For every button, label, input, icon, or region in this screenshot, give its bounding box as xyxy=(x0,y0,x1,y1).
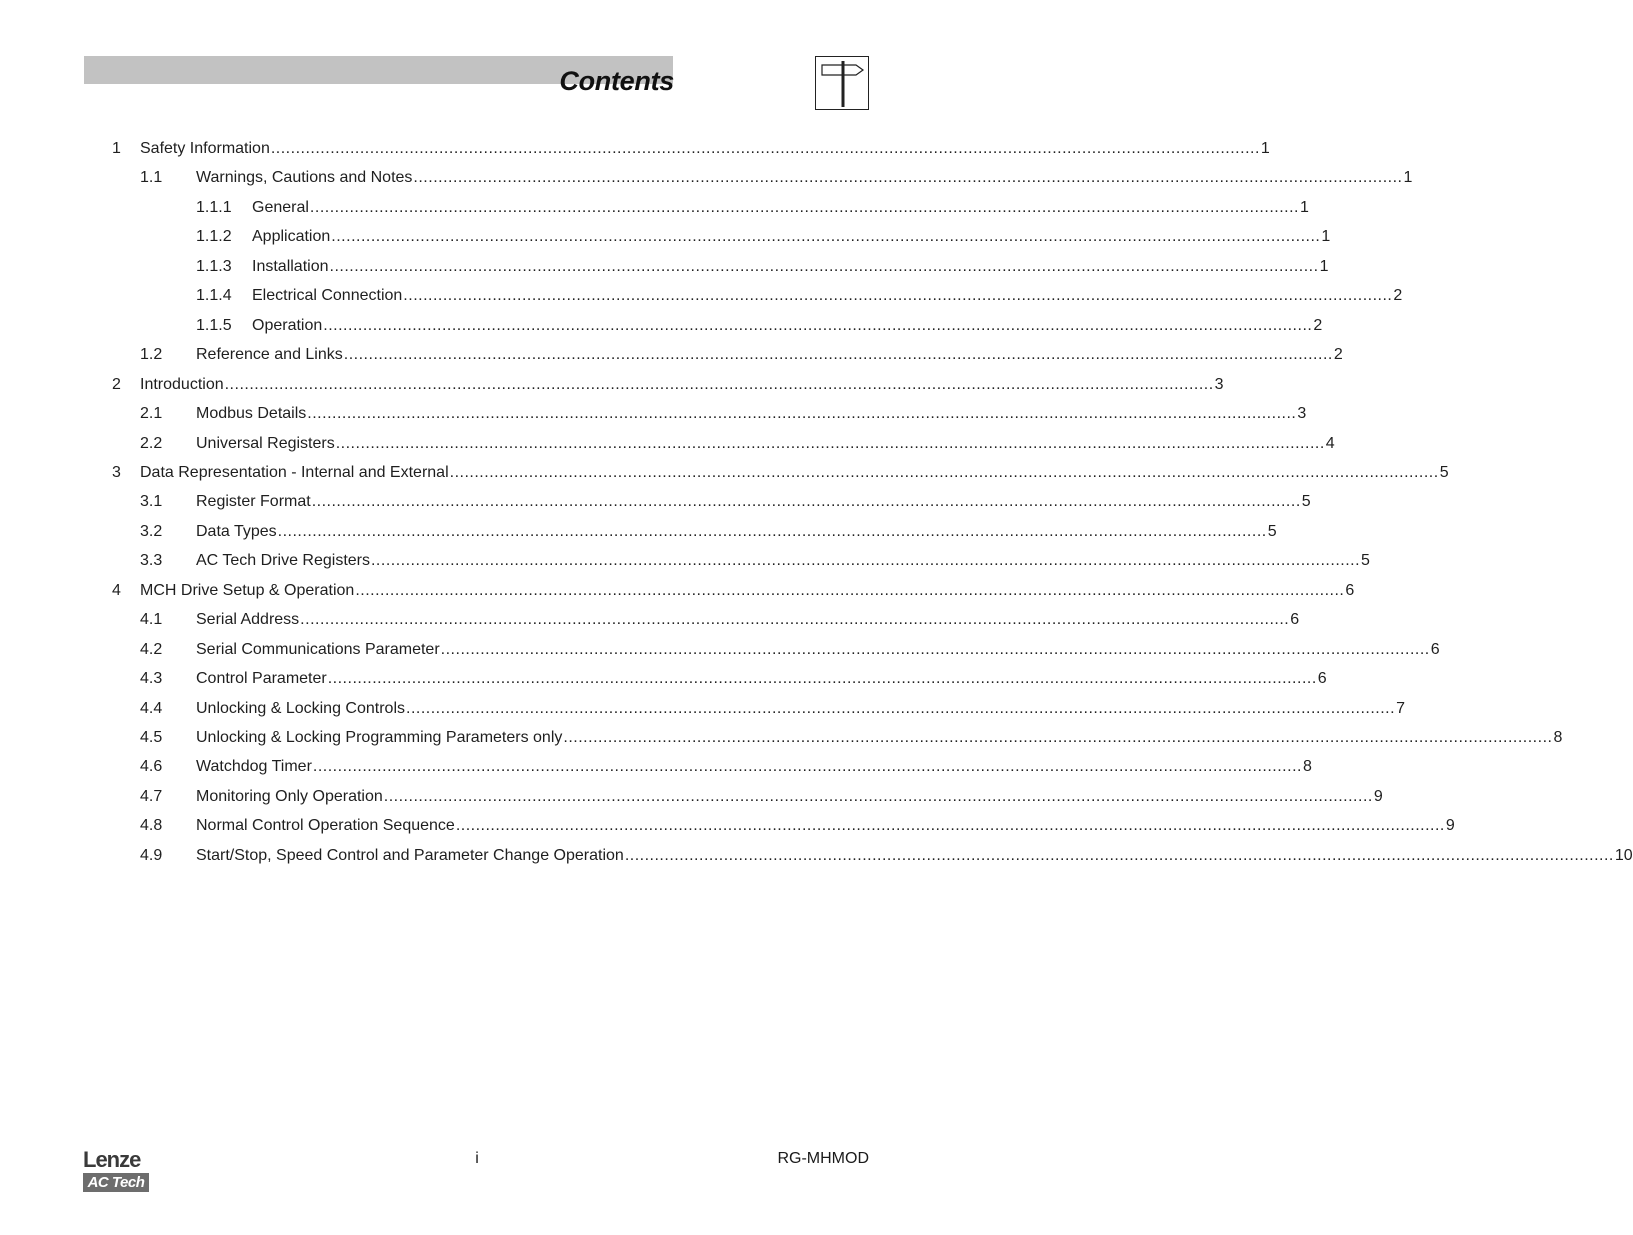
toc-entry-title: Data Representation - Internal and External xyxy=(140,463,449,481)
signpost-icon xyxy=(815,56,869,110)
toc-entry-title: Register Format xyxy=(196,493,311,511)
toc-entry-number: 3.2 xyxy=(140,522,163,540)
toc-entry[interactable] xyxy=(112,458,1449,487)
toc-entry-number: 2.1 xyxy=(140,405,163,423)
lenze-ac-tech-logo xyxy=(83,1148,153,1194)
dot-leader: ........................................................................................................................................................................................................ xyxy=(455,817,1445,835)
toc-entry-number: 1.1.3 xyxy=(196,257,232,275)
toc-entry-title: Watchdog Timer xyxy=(196,758,312,776)
toc-entry[interactable] xyxy=(140,340,1343,369)
toc-entry-page: 6 xyxy=(1345,581,1355,599)
toc-entry-title: Application xyxy=(252,228,331,246)
toc-entry-page: 5 xyxy=(1439,463,1449,481)
toc-entry-title: Control Parameter xyxy=(196,670,327,688)
dot-leader: ........................................................................................................................................................................................................ xyxy=(309,198,1299,216)
dot-leader: ........................................................................................................................................................................................................ xyxy=(224,375,1214,393)
toc-entry[interactable] xyxy=(140,163,1413,192)
toc-entry-title: MCH Drive Setup & Operation xyxy=(140,581,355,599)
toc-entry-title: Installation xyxy=(252,257,329,275)
toc-entry[interactable] xyxy=(140,811,1455,840)
toc-entry-page: 7 xyxy=(1396,699,1405,717)
toc-entry-title: Safety Information xyxy=(140,140,270,157)
toc-entry-number: 4.7 xyxy=(140,787,163,805)
toc-entry-title: Reference and Links xyxy=(196,346,343,364)
toc-entry-number: 1.1.1 xyxy=(196,198,232,216)
dot-leader: ........................................................................................................................................................................................................ xyxy=(277,522,1267,540)
toc-entry-number: 1.1.2 xyxy=(196,228,232,246)
dot-leader: ........................................................................................................................................................................................................ xyxy=(440,640,1430,658)
dot-leader: ........................................................................................................................................................................................................ xyxy=(311,493,1301,511)
toc-entry[interactable] xyxy=(196,222,1331,251)
toc-entry-title: Unlocking & Locking Controls xyxy=(196,699,405,717)
toc-entry-page: 2 xyxy=(1333,346,1343,364)
toc-entry-page: 6 xyxy=(1317,670,1327,688)
toc-entry-title: Electrical Connection xyxy=(252,287,403,305)
logo-badge: AC Tech xyxy=(83,1173,149,1192)
dot-leader: ........................................................................................................................................................................................................ xyxy=(307,405,1297,423)
toc-entry-number: 3.3 xyxy=(140,552,163,570)
toc-entry[interactable] xyxy=(112,576,1355,605)
toc-entry-number: 4.6 xyxy=(140,758,163,776)
page-title: Contents xyxy=(559,66,674,96)
page-number: i xyxy=(475,1150,479,1167)
dot-leader: ........................................................................................................................................................................................................ xyxy=(403,287,1393,305)
toc-entry-number: 2.2 xyxy=(140,434,163,452)
toc-entry-number: 4.9 xyxy=(140,846,163,864)
dot-leader: ........................................................................................................................................................................................................ xyxy=(449,463,1439,481)
toc-entry[interactable] xyxy=(112,370,1224,399)
toc-entry[interactable] xyxy=(140,487,1311,516)
toc-entry-number: 1.1 xyxy=(140,169,163,187)
toc-entry[interactable] xyxy=(140,664,1327,693)
toc-entry-page: 5 xyxy=(1361,552,1370,570)
toc-entry[interactable] xyxy=(140,723,1563,752)
toc-entry-title: Normal Control Operation Sequence xyxy=(196,817,455,835)
dot-leader: ........................................................................................................................................................................................................ xyxy=(329,257,1319,275)
dot-leader: ........................................................................................................................................................................................................ xyxy=(312,758,1302,776)
toc-entry[interactable] xyxy=(196,281,1403,310)
toc-entry-number: 4.1 xyxy=(140,611,163,629)
toc-entry-page: 9 xyxy=(1445,817,1455,835)
toc-entry-number: 4 xyxy=(112,581,121,599)
toc-entry-page: 2 xyxy=(1313,316,1323,334)
toc-entry[interactable] xyxy=(112,134,1270,163)
dot-leader: ........................................................................................................................................................................................................ xyxy=(406,699,1396,717)
toc-entry-number: 3 xyxy=(112,463,121,481)
dot-leader: ........................................................................................................................................................................................................ xyxy=(563,729,1553,746)
toc-entry-page: 6 xyxy=(1290,611,1300,629)
toc-entry-page: 5 xyxy=(1301,493,1311,511)
toc-entry-title: Unlocking & Locking Programming Parameters only xyxy=(196,729,563,746)
toc-entry-number: 1.2 xyxy=(140,346,163,364)
toc-entry-title: Universal Registers xyxy=(196,434,335,452)
toc-entry-page: 1 xyxy=(1260,140,1270,157)
dot-leader: ........................................................................................................................................................................................................ xyxy=(327,670,1317,688)
toc-entry[interactable] xyxy=(196,252,1329,281)
document-code: RG-MHMOD xyxy=(777,1150,869,1167)
toc-entry-page: 8 xyxy=(1302,758,1312,776)
toc-entry-page: 5 xyxy=(1267,522,1277,540)
dot-leader: ........................................................................................................................................................................................................ xyxy=(331,228,1321,246)
toc-entry-page: 10 xyxy=(1614,846,1633,864)
toc-entry-title: Monitoring Only Operation xyxy=(196,787,383,805)
toc-entry[interactable] xyxy=(140,399,1307,428)
toc-entry[interactable] xyxy=(196,193,1309,222)
toc-entry-title: Modbus Details xyxy=(196,405,307,423)
logo-wordmark: Lenze xyxy=(83,1147,141,1172)
toc-entry-page: 1 xyxy=(1319,257,1329,275)
dot-leader: ........................................................................................................................................................................................................ xyxy=(343,346,1333,364)
toc-entry-number: 2 xyxy=(112,375,121,393)
toc-entry-page: 1 xyxy=(1403,169,1413,187)
toc-entry[interactable] xyxy=(140,605,1300,634)
dot-leader: ........................................................................................................................................................................................................ xyxy=(413,169,1403,187)
toc-entry[interactable] xyxy=(140,782,1383,811)
toc-entry-page: 3 xyxy=(1214,375,1224,393)
toc-entry-number: 1.1.4 xyxy=(196,287,232,305)
toc-entry[interactable] xyxy=(140,635,1440,664)
toc-entry-number: 1 xyxy=(112,140,121,157)
dot-leader: ........................................................................................................................................................................................................ xyxy=(370,552,1361,570)
dot-leader: ........................................................................................................................................................................................................ xyxy=(383,787,1373,805)
toc-entry-title: Start/Stop, Speed Control and Parameter Change Operation xyxy=(196,846,624,864)
toc-entry[interactable] xyxy=(140,694,1405,723)
toc-entry[interactable] xyxy=(140,429,1335,458)
toc-entry-page: 8 xyxy=(1553,729,1563,746)
toc-entry[interactable] xyxy=(140,841,1633,870)
toc-entry-number: 4.5 xyxy=(140,729,163,746)
toc-entry-page: 3 xyxy=(1297,405,1307,423)
toc-entry[interactable] xyxy=(140,517,1277,546)
toc-entry-number: 1.1.5 xyxy=(196,316,232,334)
toc-entry-title: Operation xyxy=(252,316,323,334)
dot-leader: ........................................................................................................................................................................................................ xyxy=(335,434,1325,452)
toc-entry-title: Introduction xyxy=(140,375,224,393)
toc-entry[interactable] xyxy=(196,311,1323,340)
toc-entry-title: Warnings, Cautions and Notes xyxy=(196,169,413,187)
toc-entry-title: General xyxy=(252,198,309,216)
dot-leader: ........................................................................................................................................................................................................ xyxy=(323,316,1313,334)
toc-entry-title: Data Types xyxy=(196,522,277,540)
toc-entry-number: 3.1 xyxy=(140,493,163,511)
dot-leader: ........................................................................................................................................................................................................ xyxy=(355,581,1345,599)
toc-entry-title: Serial Address xyxy=(196,611,300,629)
toc-entry[interactable] xyxy=(140,546,1370,575)
toc-entry-page: 1 xyxy=(1321,228,1331,246)
toc-entry-number: 4.3 xyxy=(140,670,163,688)
toc-entry-number: 4.4 xyxy=(140,699,163,717)
toc-entry-page: 9 xyxy=(1373,787,1383,805)
toc-entry-page: 2 xyxy=(1393,287,1403,305)
toc-entry[interactable] xyxy=(140,752,1312,781)
toc-entry-page: 6 xyxy=(1430,640,1440,658)
dot-leader: ........................................................................................................................................................................................................ xyxy=(270,140,1260,157)
toc-entry-page: 1 xyxy=(1299,198,1309,216)
dot-leader: ........................................................................................................................................................................................................ xyxy=(300,611,1290,629)
toc-entry-number: 4.2 xyxy=(140,640,163,658)
toc-entry-title: AC Tech Drive Registers xyxy=(196,552,370,570)
dot-leader: ........................................................................................................................................................................................................ xyxy=(624,846,1614,864)
toc-entry-page: 4 xyxy=(1325,434,1335,452)
toc-entry-number: 4.8 xyxy=(140,817,163,835)
toc-entry-title: Serial Communications Parameter xyxy=(196,640,440,658)
